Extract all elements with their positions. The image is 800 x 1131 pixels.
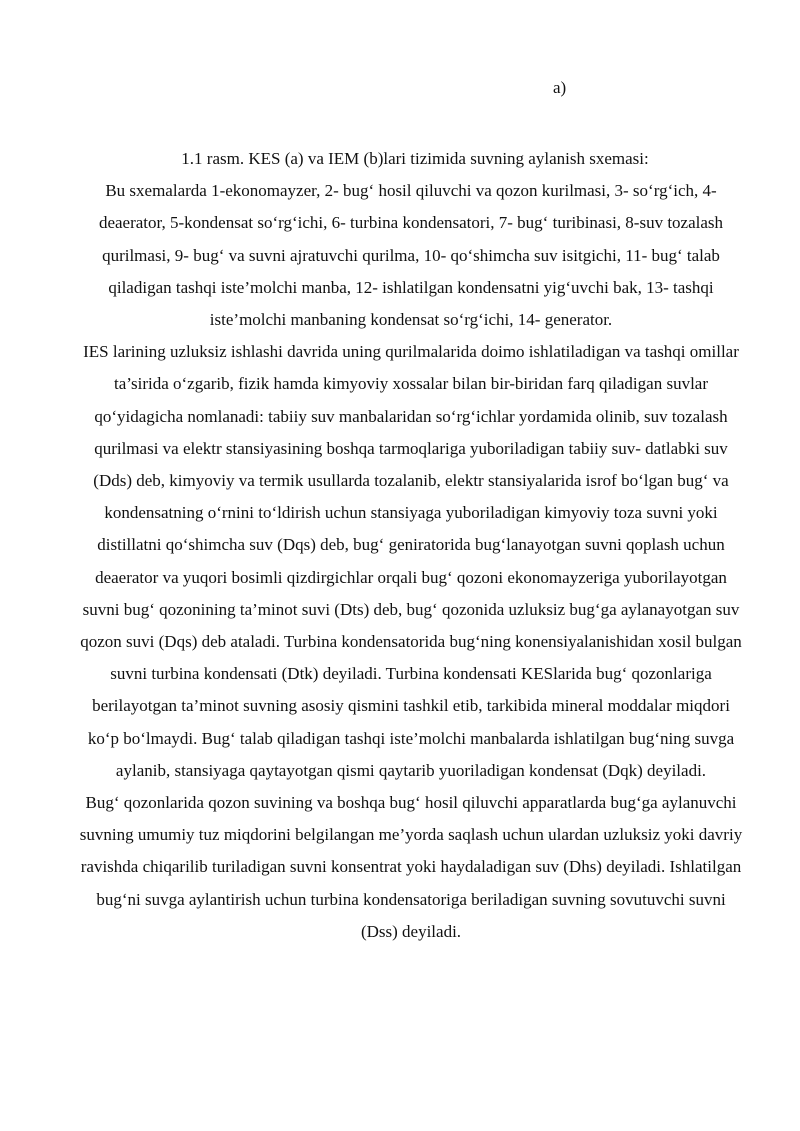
paragraph-water-types: IES larining uzluksiz ishlashi davrida uning qurilmalarida doimo ishlatiladigan va tashqi omillar ta’sirida o‘zgarib, fizik hamda kimyoviy xossalar bilan bir-biridan farq qiladigan suvlar qo‘yidagicha nomlanadi: tabiiy suv manbalaridan so‘rg‘ichlar yordamida olinib, suv tozalash qurilmasi va elektr stansiyasining boshqa tarmoqlariga yuboriladigan tabiiy suv- datlabki suv (Dds) deb, kimyoviy va termik usullarda tozalanib, elektr stansiyalarida isrof bo‘lgan bug‘ va kondensatning o‘rnini to‘ldirish uchun stansiyaga yuboriladigan kimyoviy toza suvni yoki distillatni qo‘shimcha suv (Dqs) deb, bug‘ geniratorida bug‘lanayotgan suvni qoplash uchun deaerator va yuqori bosimli qizdirgichlar orqali bug‘ qozoni ekonomayzeriga yuborilayotgan suvni bug‘ qozonining ta’minot suvi (Dts) deb, bug‘ qozonida uzluksiz bug‘ga aylanayotgan suv qozon suvi (Dqs) deb ataladi. Turbina kondensatorida bug‘ning konensiyalanishidan xosil bulgan suvni turbina kondensati (Dtk) deyiladi. Turbina kondensati KESlarida bug‘ qozonlariga berilayotgan ta’minot suvning asosiy qismini tashkil etib, tarkibida mineral moddalar miqdori ko‘p bo‘lmaydi. Bug‘ talab qiladigan tashqi iste’molchi manbalarda ishlatilgan bug‘ning suvga aylanib, stansiyaga qaytayotgan qismi qaytarib yuoriladigan kondensat (Dqk) deyiladi. [80,342,742,780]
paragraph-blowdown-cooling: Bug‘ qozonlarida qozon suvining va boshqa bug‘ hosil qiluvchi apparatlarda bug‘ga aylanuvchi suvning umumiy tuz miqdorini belgilangan me’yorda saqlash uchun ulardan uzluksiz yoki davriy ravishda chiqarilib turiladigan suvni konsentrat yoki haydaladigan suv (Dhs) deyiladi. Ishlatilgan bug‘ni suvga aylantirish uchun turbina kondensatoriga beriladigan suvning sovutuvchi suvni (Dss) deyiladi. [79,793,743,941]
document-body [78,143,744,948]
figure-label: a) [553,78,567,97]
figure-caption: 1.1 rasm. KES (a) va IEM (b)lari tizimida suvning aylanish sxemasi: [181,149,649,168]
paragraph-legend: Bu sxemalarda 1-ekonomayzer, 2- bug‘ hosil qiluvchi va qozon kurilmasi, 3- so‘rg‘ich, 4- deaerator, 5-kondensat so‘rg‘ichi, 6- turbina kondensatori, 7- bug‘ turibinasi, 8-suv tozalash qurilmasi, 9- bug‘ va suvni ajratuvchi qurilma, 10- qo‘shimcha suv isitgichi, 11- bug‘ talab qiladigan tashqi iste’molchi manba, 12- ishlatilgan kondensatni yig‘uvchi bak, 13- tashqi iste’molchi manbaning kondensat so‘rg‘ichi, 14- generator. [98,181,724,330]
